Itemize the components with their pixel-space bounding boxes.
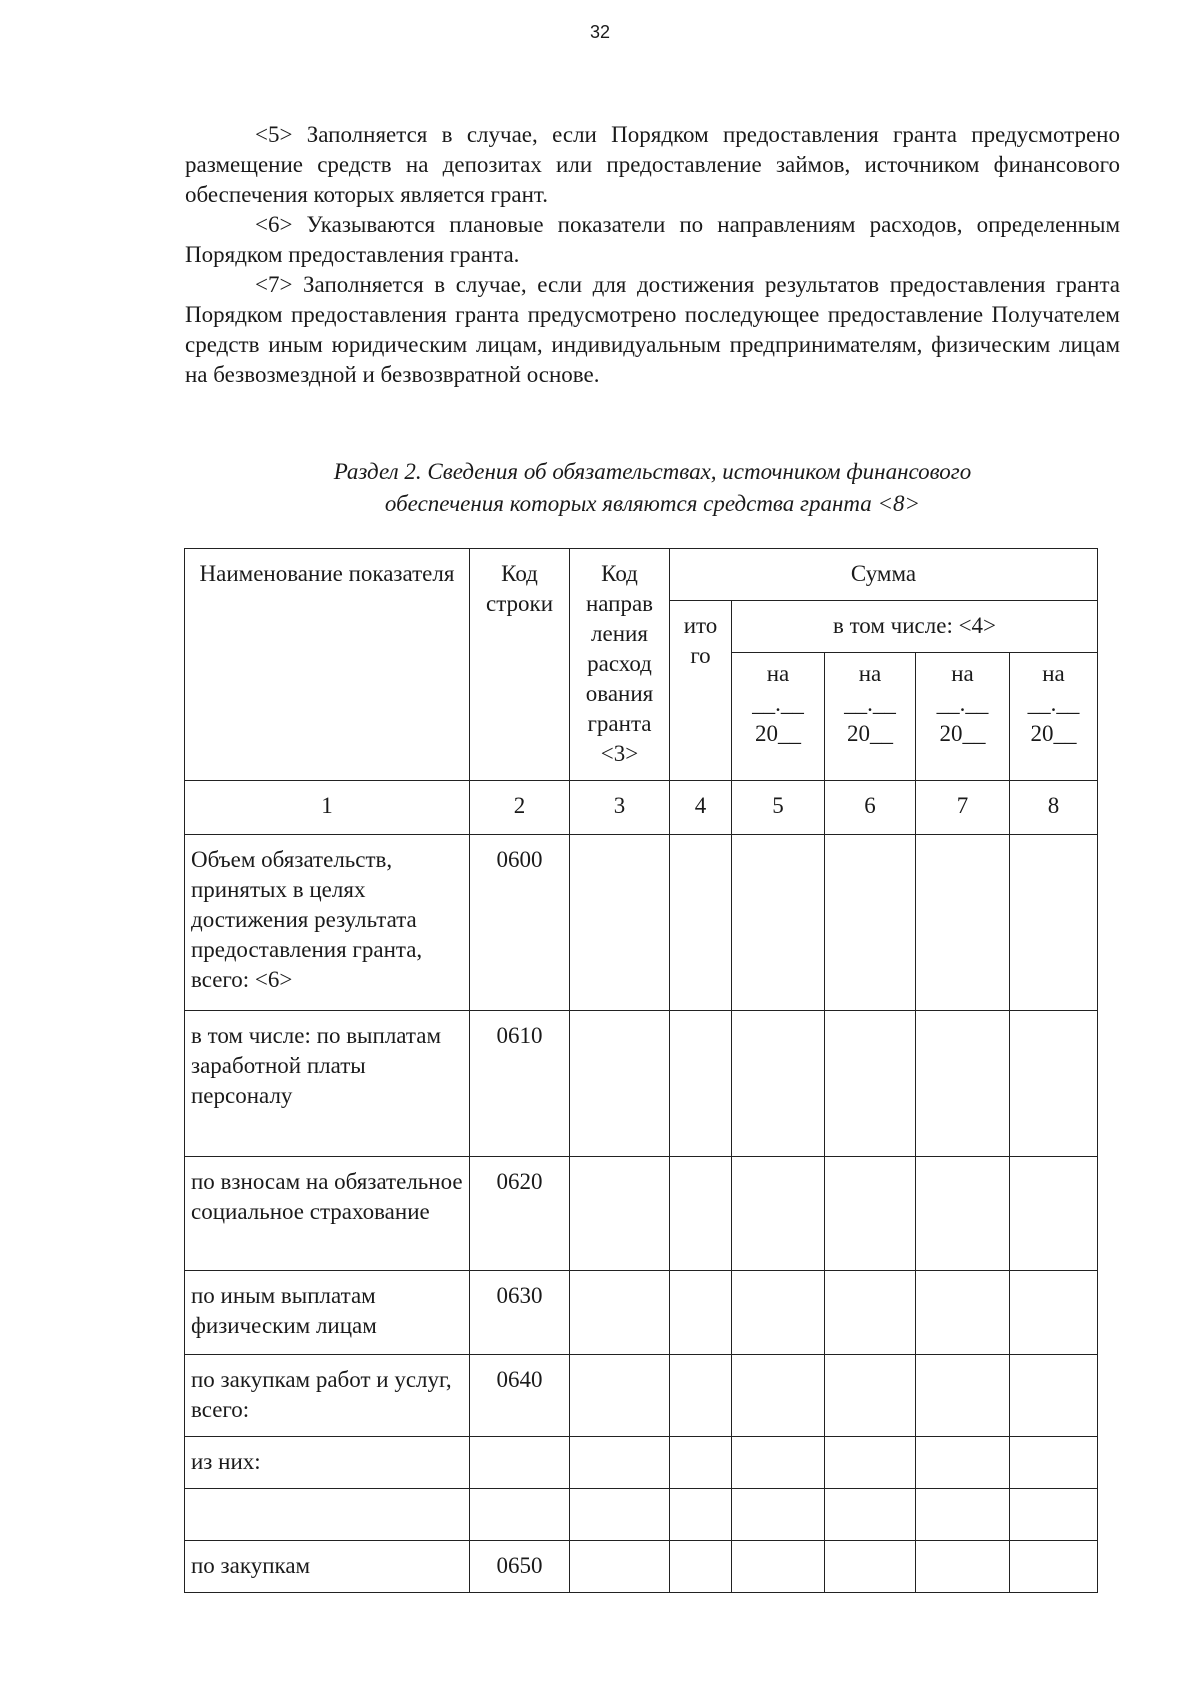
- cell-empty: [1010, 1489, 1098, 1541]
- cell-empty: [825, 1437, 916, 1489]
- header-including: в том числе: <4>: [732, 601, 1098, 653]
- cell-empty: [1010, 1157, 1098, 1271]
- cell-empty: [916, 1437, 1010, 1489]
- column-number: 2: [470, 781, 570, 835]
- column-number: 5: [732, 781, 825, 835]
- cell-empty: [570, 1011, 670, 1157]
- period-1-na: на: [766, 661, 790, 686]
- section-title-line-1: Раздел 2. Сведения об обязательствах, источником финансового: [333, 459, 972, 484]
- cell-empty: [825, 1489, 916, 1541]
- cell-empty: [570, 835, 670, 1011]
- header-period-4: [1010, 653, 1098, 781]
- cell-empty: [916, 835, 1010, 1011]
- cell-empty: [570, 1541, 670, 1593]
- obligations-table: [184, 548, 1098, 1593]
- cell-empty: [1010, 1271, 1098, 1355]
- row-name: [185, 1489, 470, 1541]
- cell-empty: [916, 1011, 1010, 1157]
- row-code: 0630: [470, 1271, 570, 1355]
- cell-empty: [916, 1271, 1010, 1355]
- footnote-6: <6> Указываются плановые показатели по направлениям расходов, определенным Порядком предоставления гранта.: [185, 212, 1120, 267]
- row-name: из них:: [185, 1437, 470, 1489]
- row-code: [470, 1489, 570, 1541]
- cell-empty: [670, 1011, 732, 1157]
- cell-empty: [670, 1157, 732, 1271]
- row-name: Объем обязательств, принятых в целях достижения результата предоставления гранта, всего: <6>: [185, 835, 470, 1011]
- cell-empty: [670, 1271, 732, 1355]
- period-4-year: 20__: [1030, 721, 1077, 746]
- row-code: 0620: [470, 1157, 570, 1271]
- column-number: 1: [185, 781, 470, 835]
- cell-empty: [732, 1489, 825, 1541]
- row-name: в том числе: по выплатам заработной платы персоналу: [185, 1011, 470, 1157]
- row-code: 0640: [470, 1355, 570, 1437]
- section-title-line-2: обеспечения которых являются средства гранта <8>: [384, 491, 921, 516]
- row-code: 0650: [470, 1541, 570, 1593]
- header-total: ито го: [670, 601, 732, 781]
- row-code: 0610: [470, 1011, 570, 1157]
- column-number: 6: [825, 781, 916, 835]
- cell-empty: [732, 1271, 825, 1355]
- cell-empty: [732, 1437, 825, 1489]
- header-name: Наименование показателя: [185, 549, 470, 781]
- table-row: [185, 1489, 1098, 1541]
- period-3-na: на: [951, 661, 974, 686]
- row-code: 0600: [470, 835, 570, 1011]
- column-number: 7: [916, 781, 1010, 835]
- header-row-code: Код строки: [470, 549, 570, 781]
- row-code: [470, 1437, 570, 1489]
- period-4-date: __.__: [1027, 691, 1080, 716]
- table-row: [185, 1011, 1098, 1157]
- cell-empty: [670, 835, 732, 1011]
- cell-empty: [1010, 1355, 1098, 1437]
- cell-empty: [1010, 835, 1098, 1011]
- row-name: по иным выплатам физическим лицам: [185, 1271, 470, 1355]
- table-row: [185, 1437, 1098, 1489]
- period-3-date: __.__: [936, 691, 989, 716]
- period-3-year: 20__: [939, 721, 986, 746]
- cell-empty: [825, 835, 916, 1011]
- cell-empty: [570, 1489, 670, 1541]
- cell-empty: [1010, 1437, 1098, 1489]
- header-period-1: [732, 653, 825, 781]
- period-2-year: 20__: [847, 721, 893, 746]
- cell-empty: [732, 1355, 825, 1437]
- obligations-table-wrapper: [184, 548, 1098, 1593]
- table-row: [185, 1541, 1098, 1593]
- cell-empty: [825, 1355, 916, 1437]
- cell-empty: [825, 1541, 916, 1593]
- row-name: по взносам на обязательное социальное страхование: [185, 1157, 470, 1271]
- period-1-date: __.__: [752, 691, 804, 716]
- cell-empty: [916, 1157, 1010, 1271]
- footnote-7: <7> Заполняется в случае, если для достижения результатов предоставления гранта Порядком предоставления гранта предусмотрено последующее предоставление Получателем средств иным юридическим лицам, индивидуальным предпринимателям, физическим лицам на безвозмездной и безвозвратной основе.: [185, 272, 1120, 387]
- table-row: [185, 1271, 1098, 1355]
- cell-empty: [825, 1011, 916, 1157]
- table-row: [185, 1355, 1098, 1437]
- cell-empty: [916, 1489, 1010, 1541]
- section-title: [185, 456, 1120, 520]
- period-2-date: __.__: [844, 691, 896, 716]
- header-direction-code: Код направ ления расход ования гранта <3>: [570, 549, 670, 781]
- cell-empty: [670, 1541, 732, 1593]
- cell-empty: [570, 1355, 670, 1437]
- header-period-3: [916, 653, 1010, 781]
- cell-empty: [732, 835, 825, 1011]
- cell-empty: [670, 1489, 732, 1541]
- period-1-year: 20__: [755, 721, 801, 746]
- cell-empty: [1010, 1011, 1098, 1157]
- cell-empty: [570, 1157, 670, 1271]
- period-4-na: на: [1042, 661, 1065, 686]
- cell-empty: [825, 1271, 916, 1355]
- table-row: [185, 835, 1098, 1011]
- row-name: по закупкам: [185, 1541, 470, 1593]
- page-number: 32: [589, 22, 611, 42]
- cell-empty: [732, 1541, 825, 1593]
- cell-empty: [916, 1541, 1010, 1593]
- footnote-5: <5> Заполняется в случае, если Порядком предоставления гранта предусмотрено размещение средств на депозитах или предоставление займов, источником финансового обеспечения которых является грант.: [185, 122, 1120, 207]
- footnotes: [185, 120, 1120, 390]
- column-number: 3: [570, 781, 670, 835]
- cell-empty: [732, 1011, 825, 1157]
- cell-empty: [670, 1437, 732, 1489]
- cell-empty: [825, 1157, 916, 1271]
- cell-empty: [570, 1271, 670, 1355]
- row-name: по закупкам работ и услуг, всего:: [185, 1355, 470, 1437]
- cell-empty: [732, 1157, 825, 1271]
- header-sum: Сумма: [670, 549, 1098, 601]
- column-number: 4: [670, 781, 732, 835]
- cell-empty: [670, 1355, 732, 1437]
- period-2-na: на: [858, 661, 882, 686]
- table-row: [185, 1157, 1098, 1271]
- cell-empty: [916, 1355, 1010, 1437]
- cell-empty: [1010, 1541, 1098, 1593]
- cell-empty: [570, 1437, 670, 1489]
- column-number: 8: [1010, 781, 1098, 835]
- header-period-2: [825, 653, 916, 781]
